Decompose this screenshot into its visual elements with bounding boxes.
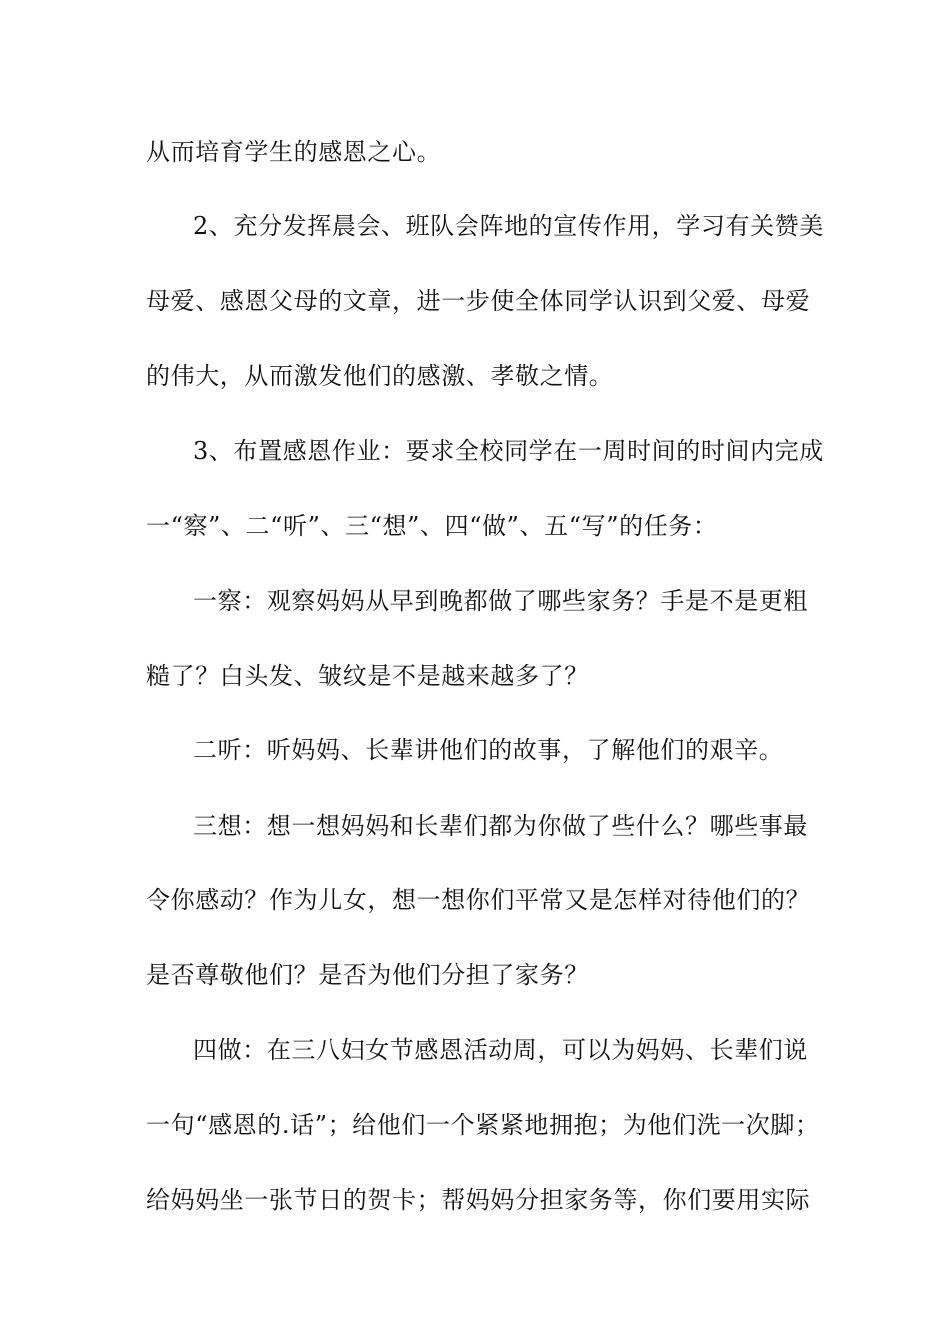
text-line: 2、充分发挥晨会、班队会阵地的宣传作用，学习有关赞美 <box>193 212 824 240</box>
text-line: 三想：想一想妈妈和长辈们都为你做了些什么？哪些事最 <box>193 812 808 840</box>
text-line: 糙了？白头发、皱纹是不是越来越多了？ <box>146 662 589 690</box>
text-line: 是否尊敬他们？是否为他们分担了家务？ <box>146 961 589 989</box>
text-line: 一“察”、二“听”、三“想”、四“做”、五“写”的任务： <box>146 512 718 540</box>
text-line: 二听：听妈妈、长辈讲他们的故事，了解他们的艰辛。 <box>193 736 784 764</box>
text-line: 的伟大，从而激发他们的感激、孝敬之情。 <box>146 362 614 390</box>
text-line: 令你感动？作为儿女，想一想你们平常又是怎样对待他们的？ <box>146 886 811 914</box>
text-line: 母爱、感恩父母的文章，进一步使全体同学认识到父爱、母爱 <box>146 287 811 315</box>
text-line: 给妈妈坐一张节日的贺卡；帮妈妈分担家务等，你们要用实际 <box>146 1186 811 1214</box>
text-line: 3、布置感恩作业：要求全校同学在一周时间的时间内完成 <box>193 437 824 465</box>
text-line: 从而培育学生的感恩之心。 <box>146 138 442 166</box>
text-line: 四做：在三八妇女节感恩活动周，可以为妈妈、长辈们说 <box>193 1036 808 1064</box>
text-line: 一察：观察妈妈从早到晚都做了哪些家务？手是不是更粗 <box>193 587 808 615</box>
text-line: 一句“感恩的.话”；给他们一个紧紧地拥抱；为他们洗一次脚； <box>146 1111 820 1139</box>
